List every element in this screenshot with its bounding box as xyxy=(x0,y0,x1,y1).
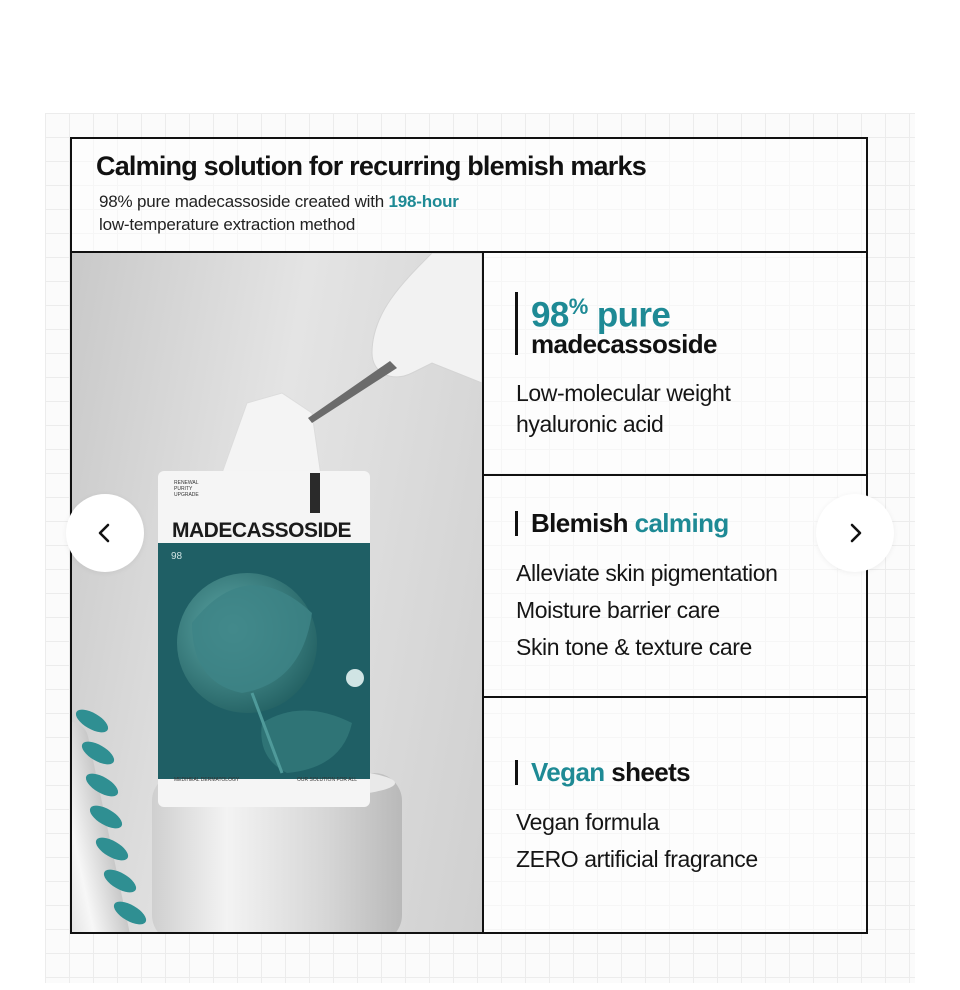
product-info-card xyxy=(70,137,868,934)
pack-top-text: RENEWAL PURITY UPGRADE xyxy=(174,480,199,498)
chevron-left-icon xyxy=(94,522,116,544)
title-plain: sheets xyxy=(604,757,690,787)
feature-panel-purity xyxy=(484,253,866,476)
product-photo-illustration xyxy=(72,253,482,932)
accent-bar xyxy=(515,760,518,785)
title-highlight: calming xyxy=(634,508,729,538)
card-title: Calming solution for recurring blemish marks xyxy=(96,151,646,181)
list-item: Low-molecular weight xyxy=(516,380,731,406)
feature-panels xyxy=(484,253,866,932)
accent-bar xyxy=(515,511,518,536)
title-plain: Blemish xyxy=(531,508,635,538)
chevron-right-icon xyxy=(844,522,866,544)
subtitle-text: 98% pure madecassoside created with xyxy=(99,192,389,211)
feature-list-purity xyxy=(516,378,730,440)
subtitle-line2: low-temperature extraction method xyxy=(99,215,356,234)
product-photo xyxy=(72,253,484,932)
title-sup: % xyxy=(568,294,588,319)
feature-panel-blemish xyxy=(484,476,866,698)
tweezers xyxy=(308,361,397,423)
card-subtitle xyxy=(99,190,459,236)
feature-title-purity-line2: madecassoside xyxy=(531,329,717,359)
sheet-mask xyxy=(222,393,322,483)
feature-title-blemish xyxy=(531,508,729,539)
pack-footer-left: MEDIHEAL DERMATOLOGY xyxy=(174,777,240,783)
title-highlight: 98 xyxy=(531,295,569,335)
feature-title-vegan xyxy=(531,757,690,788)
title-highlight: Vegan xyxy=(531,757,605,787)
feature-list-blemish xyxy=(516,555,778,666)
list-item: Vegan formula xyxy=(516,809,660,835)
list-item: Alleviate skin pigmentation xyxy=(516,560,778,586)
feature-panel-vegan xyxy=(484,698,866,932)
subtitle-highlight: 198-hour xyxy=(388,192,459,211)
pack-brand-label: MADECASSOSIDE xyxy=(172,519,352,542)
title-rest: pure xyxy=(587,295,671,335)
carousel-next-button[interactable] xyxy=(816,494,894,572)
list-item: Moisture barrier care xyxy=(516,597,720,623)
pack-footer-right: OUR SOLUTION FOR ALL xyxy=(297,777,358,783)
pack-side-number: 98 xyxy=(171,551,183,562)
feature-list-vegan xyxy=(516,804,758,878)
list-item: ZERO artificial fragrance xyxy=(516,846,758,872)
accent-bar xyxy=(515,292,518,355)
test-tubes xyxy=(72,705,150,932)
card-header xyxy=(72,139,866,253)
list-item: Skin tone & texture care xyxy=(516,634,752,660)
carousel-prev-button[interactable] xyxy=(66,494,144,572)
list-item: hyaluronic acid xyxy=(516,411,664,437)
